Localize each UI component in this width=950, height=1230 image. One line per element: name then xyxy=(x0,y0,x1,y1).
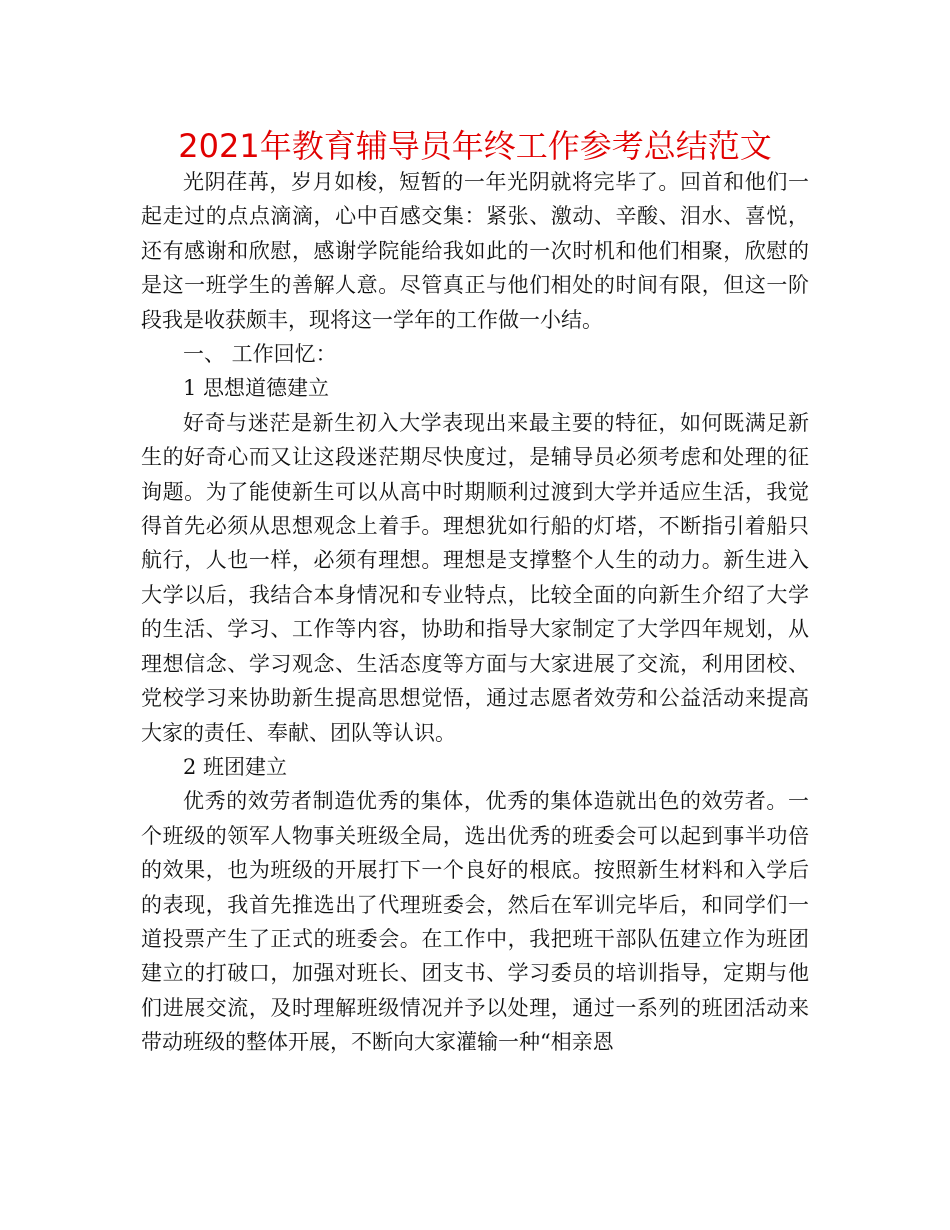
document-body xyxy=(141,165,809,1060)
subsection-heading-ideology: 1 思想道德建立 xyxy=(183,376,330,401)
class-building-paragraph: 优秀的效劳者制造优秀的集体，优秀的集体造就出色的效劳者。一个班级的领军人物事关班级全局，选出优秀的班委会可以起到事半功倍的效果，也为班级的开展打下一个良好的根底。按照新生材料和入学后的表现，我首先推选出了代理班委会，然后在军训完毕后，和同学们一道投票产生了正式的班委会。在工作中，我把班干部队伍建立作为班团建立的打破口，加强对班长、团支书、学习委员的培训指导，定期与他们进展交流，及时理解班级情况并予以处理，通过一系列的班团活动来带动班级的整体开展，不断向大家灌输一种“相亲恩 xyxy=(141,789,809,1055)
ideology-paragraph: 好奇与迷茫是新生初入大学表现出来最主要的特征，如何既满足新生的好奇心而又让这段迷茫期尽快度过，是辅导员必须考虑和处理的征询题。为了能使新生可以从高中时期顺利过渡到大学并适应生活，我觉得首先必须从思想观念上着手。理想犹如行船的灯塔，不断指引着船只航行，人也一样，必须有理想。理想是支撑整个人生的动力。新生进入大学以后，我结合本身情况和专业特点，比较全面的向新生介绍了大学的生活、学习、工作等内容，协助和指导大家制定了大学四年规划，从理想信念、学习观念、生活态度等方面与大家进展了交流，利用团校、党校学习来协助新生提高思想觉悟，通过志愿者效劳和公益活动来提高大家的责任、奉献、团队等认识。 xyxy=(141,410,809,745)
section-heading-work-review: 一、 工作回忆： xyxy=(183,342,337,367)
intro-paragraph: 光阴荏苒，岁月如梭，短暂的一年光阴就将完毕了。回首和他们一起走过的点点滴滴，心中百感交集：紧张、激动、辛酸、泪水、喜悦，还有感谢和欣慰，感谢学院能给我如此的一次时机和他们相聚，欣慰的是这一班学生的善解人意。尽管真正与他们相处的时间有限，但这一阶段我是收获颇丰，现将这一学年的工作做一小结。 xyxy=(141,170,809,332)
document-title: 2021年教育辅导员年终工作参考总结范文 xyxy=(178,127,772,165)
subsection-heading-class-building: 2 班团建立 xyxy=(183,754,288,779)
